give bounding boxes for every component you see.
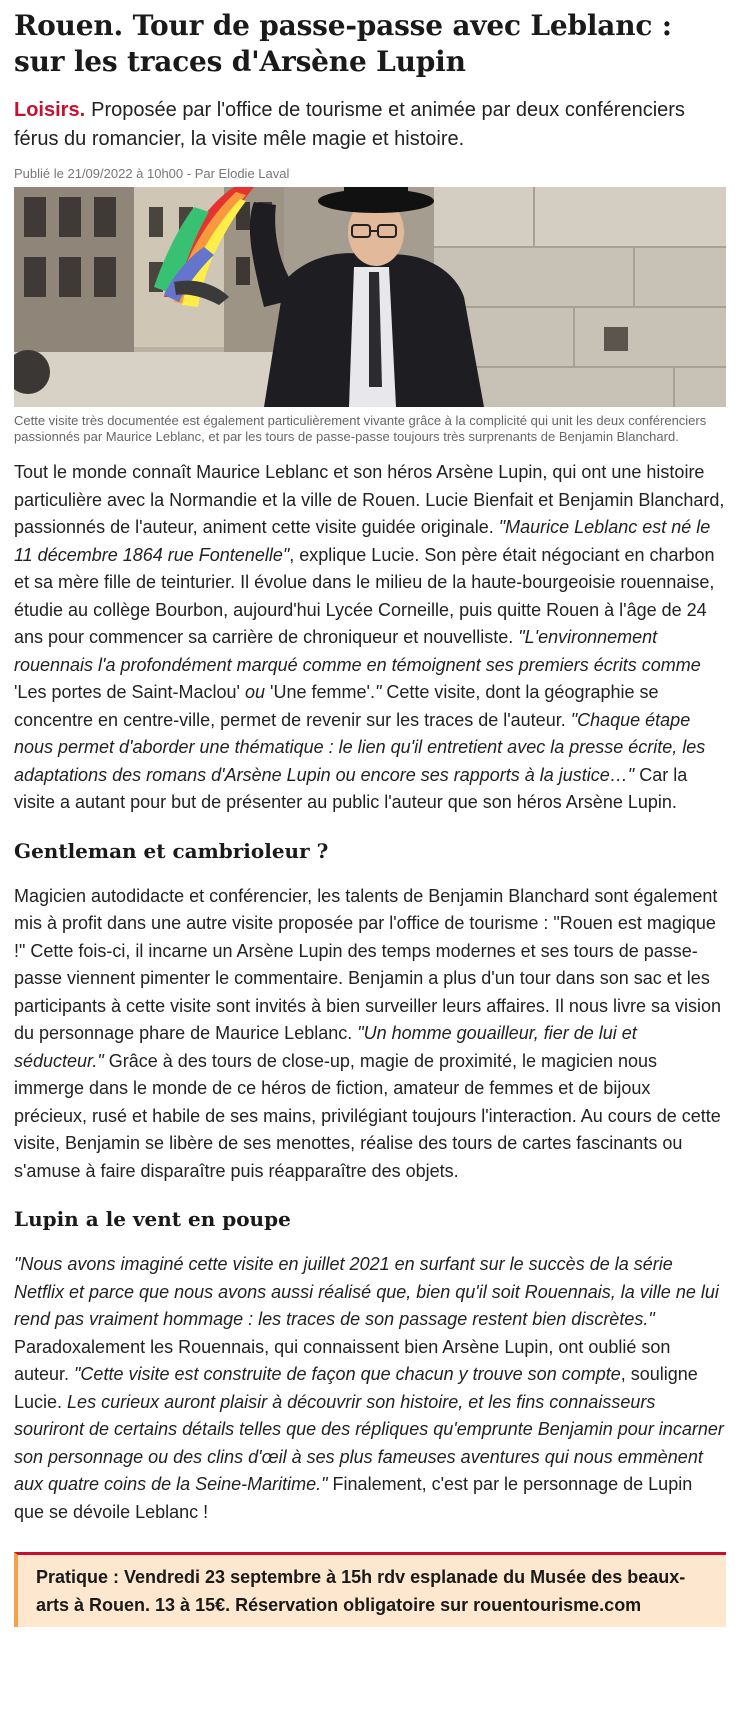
text-segment: Car la visite a autant pour but de présenter au public l'auteur que son héros Arsène Lupin. <box>14 764 688 812</box>
section-heading-gentleman: Gentleman et cambrioleur ? <box>14 838 329 863</box>
quote: "Chaque étape nous permet d'aborder une thématique : le lien qu'il entretient avec la presse écrite, les adaptations des romans d'Arsène Lupin ou encore ses rapports à la justice…" <box>14 709 706 785</box>
article-photo <box>14 187 726 407</box>
text-segment: Paradoxalement les Rouennais, qui connaissent bien Arsène Lupin, ont oublié son auteur. <box>14 1336 671 1384</box>
quote: "Maurice Leblanc est né le 11 décembre 1864 rue Fontenelle" <box>14 517 711 565</box>
quote: "Un homme gouailleur, fier de lui et séducteur." <box>14 1023 637 1071</box>
practical-info-text: Pratique : Vendredi 23 septembre à 15h rdv esplanade du Musée des beaux-arts à Rouen. 13 à 15€. Réservation obligatoire sur rouentourisme.com <box>36 1567 686 1615</box>
paragraph-lupin <box>14 1251 726 1526</box>
lead-text: Proposée par l'office de tourisme et animée par deux conférenciers férus du romancier, la visite mêle magie et histoire. <box>14 99 685 150</box>
quote: "L'environnement rouennais l'a profondément marqué comme en témoignent ses premiers écrits comme <box>14 627 701 675</box>
category-kicker[interactable]: Loisirs. <box>14 99 86 121</box>
article-lead <box>14 96 726 154</box>
text-segment: , souligne Lucie. <box>14 1364 698 1412</box>
byline: Publié le 21/09/2022 à 10h00 - Par Elodie Laval <box>14 166 290 181</box>
quote: " <box>374 682 382 702</box>
text-segment: 'Une femme'. <box>265 682 375 702</box>
text-segment: , explique Lucie. Son père était négociant en charbon et sa mère fille de teinturier. Il évolue dans le milieu de la haute-bourgeoisie rouennaise, étudie au collège Bourbon, aujourd'hui Lycée Corneille, puis quitte Rouen à l'âge de 24 ans pour commencer sa carrière de chroniqueur et nouvelliste. <box>14 544 715 647</box>
text-segment: Cette visite, dont la géographie se concentre en centre-ville, permet de revenir sur les traces de l'auteur. <box>14 682 659 730</box>
photo-caption: Cette visite très documentée est également particulièrement vivante grâce à la complicité qui unit les deux conférenciers passionnés par Maurice Leblanc, et par les tours de passe-passe toujours très surprenants de Benjamin Blanchard. <box>14 413 707 444</box>
text-segment: Magicien autodidacte et conférencier, les talents de Benjamin Blanchard sont également mis à profit dans une autre visite proposée par l'office de tourisme : "Rouen est magique !" Cette fois-ci, il incarne un Arsène Lupin des temps modernes et ses tours de passe-passe viennent pimenter le commentaire. Benjamin a plus d'un tour dans son sac et les participants à cette visite sont invités à bien surveiller leurs affaires. Il nous livre sa vision du personnage phare de Maurice Leblanc. <box>14 885 721 1043</box>
quote: "Cette visite est construite de façon que chacun y trouve son compte <box>74 1364 621 1384</box>
paragraph-gentleman <box>14 883 726 1186</box>
paragraph-intro <box>14 459 726 817</box>
article-title: Rouen. Tour de passe-passe avec Leblanc : sur les traces d'Arsène Lupin <box>14 9 672 78</box>
quote: ou <box>245 682 266 702</box>
quote: Les curieux auront plaisir à découvrir son histoire, et les fins connaisseurs souriront de certains détails telles que des répliques qu'emprunte Benjamin pour incarner son personnage ou des clins d'œil à ses plus fameuses aventures qui nous emmènent aux quatre coins de la Seine-Maritime." <box>14 1391 724 1494</box>
photo-illustration <box>14 187 726 407</box>
text-segment: Grâce à des tours de close-up, magie de proximité, le magicien nous immerge dans le monde de ce héros de fiction, amateur de femmes et de bijoux précieux, rusé et habile de ses mains, privilégiant toujours l'interaction. Au cours de cette visite, Benjamin se libère de ses menottes, réalise des tours de cartes fascinants ou s'amuse à faire disparaître puis réapparaître des objets. <box>14 1050 721 1181</box>
section-heading-lupin: Lupin a le vent en poupe <box>14 1207 291 1231</box>
text-segment: Finalement, c'est par le personnage de Lupin que se dévoile Leblanc ! <box>14 1474 693 1522</box>
text-segment: Tout le monde connaît Maurice Leblanc et son héros Arsène Lupin, qui ont une histoire particulière avec la Normandie et la ville de Rouen. Lucie Bienfait et Benjamin Blanchard, passionnés de l'auteur, animent cette visite guidée originale. <box>14 462 725 537</box>
text-segment: 'Les portes de Saint-Maclou' <box>14 682 245 702</box>
article-body <box>14 459 726 1526</box>
quote: "Nous avons imaginé cette visite en juillet 2021 en surfant sur le succès de la série Netflix et parce que nous avons aussi réalisé que, bien qu'il soit Rouennais, la ville ne lui rend pas vraiment hommage : les traces de son passage restent bien discrètes." <box>14 1254 719 1329</box>
practical-info-box <box>14 1552 726 1627</box>
